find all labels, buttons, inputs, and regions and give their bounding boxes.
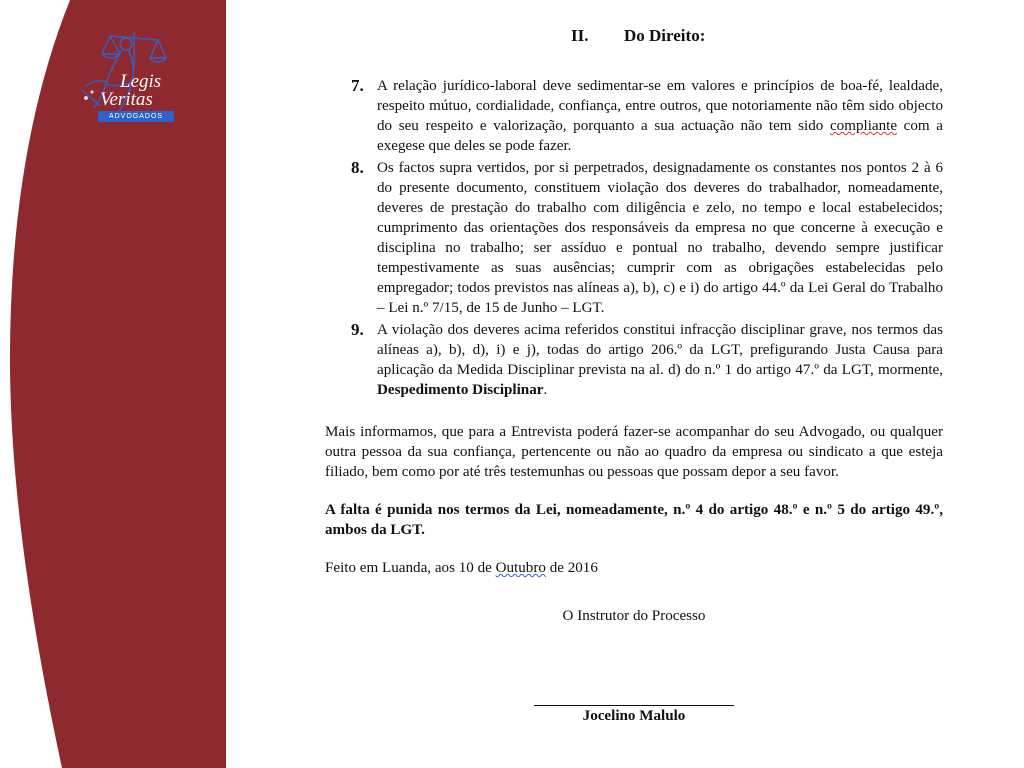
- clause-text: A relação jurídico-laboral deve sedimentar-se em valores e princípios de boa-fé, lealdade, respeito mútuo, cordialidade, confiança, entre outros, que notoriamente não têm sido objecto do seu respeito e valorização, porquanto a sua actuação não tem sido: [377, 78, 943, 134]
- paragraph-info: Mais informamos, que para a Entrevista poderá fazer-se acompanhar do seu Advogado, ou qualquer outra pessoa da sua confiança, pertencente ou não ao quadro da empresa ou sindicato a que esteja filiado, bem como por até três testemunhas ou pessoas que possam depor a seu favor.: [325, 424, 943, 480]
- clause-number: 7.: [351, 76, 364, 95]
- clause-9: [325, 320, 943, 400]
- document-body: [325, 26, 943, 626]
- left-brand-band: [0, 0, 226, 768]
- spellcheck-word: compliante: [829, 118, 898, 134]
- place-date-start: Feito em Luanda, aos 10 de: [325, 560, 496, 576]
- section-title: Do Direito:: [624, 26, 706, 45]
- signature-role: O Instrutor do Processo: [562, 608, 706, 624]
- clause-number: 8.: [351, 158, 364, 177]
- clause-text: A violação dos deveres acima referidos constitui infracção disciplinar grave, nos termos das alíneas a), b), d), i) e j), todas do artigo 206.º da LGT, prefigurando Justa Causa para aplicação da Medida Disciplinar prevista na al. d) do n.º 1 do artigo 47.º da LGT, mormente,: [377, 322, 943, 378]
- clause-bold-term: Despedimento Disciplinar: [377, 382, 544, 398]
- signature-name: Jocelino Malulo: [582, 708, 686, 724]
- paragraph-warning: A falta é punida nos termos da Lei, nomeadamente, n.º 4 do artigo 48.º e n.º 5 do artigo 49.º, ambos da LGT.: [325, 502, 943, 538]
- place-date: [325, 558, 943, 578]
- logo-word-veritas: Veritas: [100, 89, 153, 110]
- logo-tag-advogados: ADVOGADOS: [98, 111, 174, 122]
- place-date-end: de 2016: [545, 560, 598, 576]
- section-heading: [325, 26, 943, 50]
- clause-8: [325, 158, 943, 318]
- clause-text-end: .: [543, 382, 548, 398]
- clause-text: Os factos supra vertidos, por si perpetrados, designadamente os constantes nos pontos 2 à 6 do presente documento, constituem violação dos deveres do trabalhador, nomeadamente, deveres de prestação do trabalho com diligência e zelo, no tempo e local estabelecidos; cumprimento das orientações dos responsáveis da empresa no que concerne à execução e disciplina no trabalho; ser assíduo e pontual no trabalho, devendo sempre justificar tempestivamente as suas ausências; cumprir com as obrigações estabelecidas pelo empregador; todos previstos nas alíneas a), b), c) e i) do artigo 44.º da Lei Geral do Trabalho – Lei n.º 7/15, de 15 de Junho – LGT.: [377, 160, 943, 316]
- section-number: II.: [571, 26, 589, 45]
- place-date-month: Outubro: [495, 560, 546, 576]
- clause-number: 9.: [351, 320, 364, 339]
- clause-7: [325, 76, 943, 156]
- firm-logo: [66, 26, 178, 126]
- clause-text-end: com a exegese que deles se pode fazer.: [377, 118, 943, 154]
- logo-word-legis: Legis: [120, 71, 162, 92]
